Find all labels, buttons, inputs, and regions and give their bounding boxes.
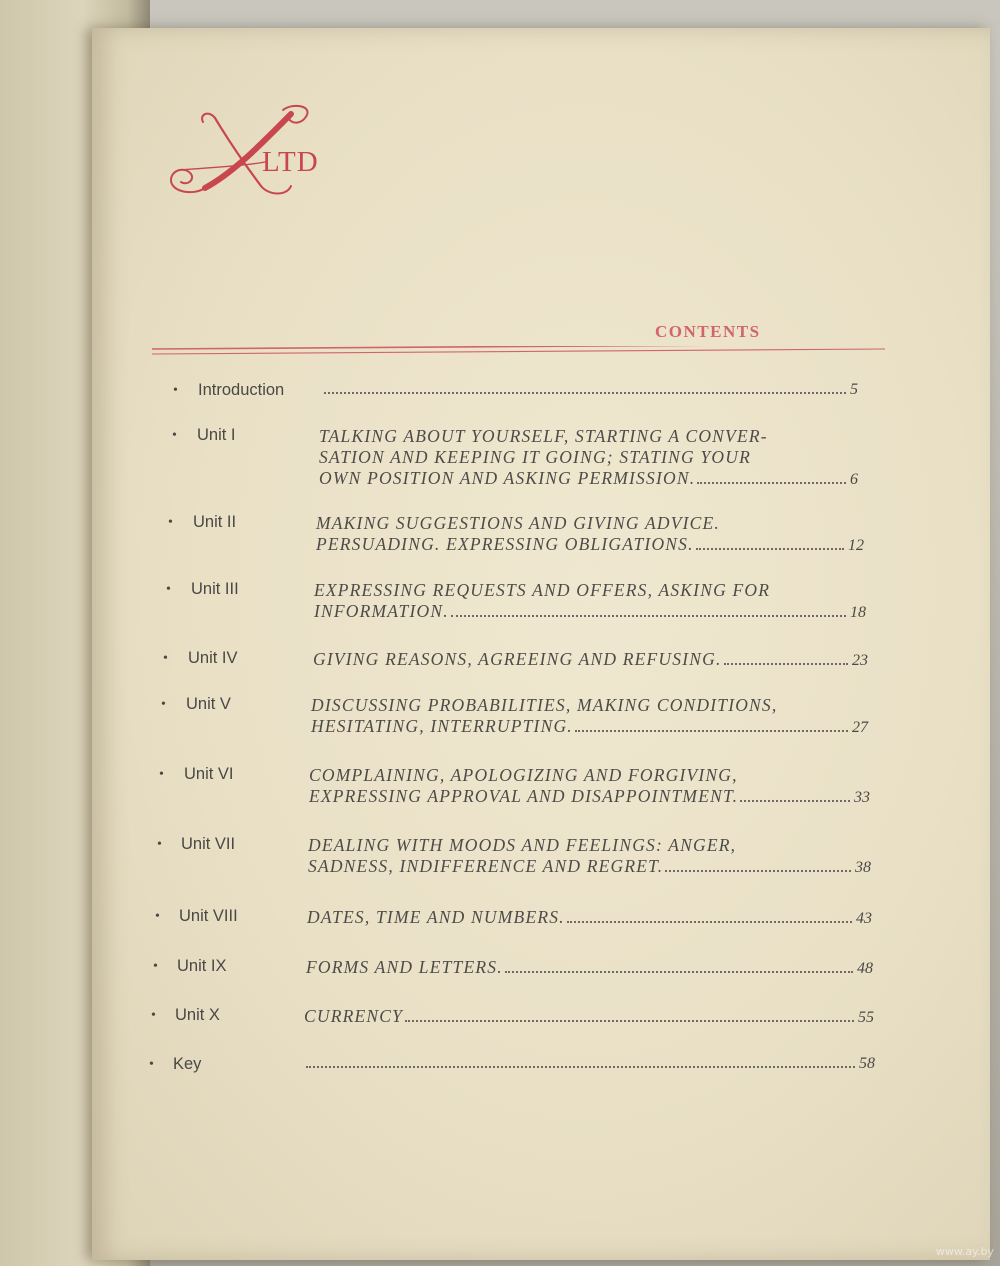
toc-entry-label: Introduction	[198, 381, 285, 399]
bullet-icon: •	[159, 767, 164, 782]
dot-leader	[665, 869, 851, 872]
dot-leader	[505, 970, 853, 973]
toc-entry-title-line: CURRENCY	[304, 1006, 404, 1026]
bullet-icon: •	[153, 959, 158, 974]
toc-entry-row[interactable]	[314, 601, 866, 625]
toc-entry-title-line: PERSUADING. EXPRESSING OBLIGATIONS.	[316, 534, 694, 554]
toc-entry-row[interactable]	[307, 907, 872, 931]
watermark: www.ay.by	[935, 1245, 994, 1258]
dot-leader	[451, 614, 846, 617]
toc-entry-title-line: HESITATING, INTERRUPTING.	[311, 716, 573, 736]
toc-entry-label: Unit IX	[177, 957, 227, 975]
toc-entry-label: Unit VII	[181, 835, 236, 853]
toc-entry-label: Unit III	[191, 580, 239, 598]
toc-entry-title-line: EXPRESSING REQUESTS AND OFFERS, ASKING FOR	[314, 580, 771, 600]
bullet-icon: •	[151, 1008, 156, 1023]
bullet-icon: •	[172, 428, 177, 443]
toc-entry-label: Unit VI	[184, 765, 234, 783]
logo-text: LTD	[262, 146, 319, 178]
toc-entry-title-line: SATION AND KEEPING IT GOING; STATING YOUR	[319, 447, 751, 467]
bullet-icon: •	[168, 515, 173, 530]
dot-leader	[697, 481, 846, 484]
toc-entry-label: Unit VIII	[179, 907, 238, 925]
dot-leader	[405, 1019, 854, 1022]
toc-entry-row[interactable]	[316, 534, 864, 558]
toc-entry-row[interactable]	[308, 856, 871, 880]
bullet-icon: •	[155, 909, 160, 924]
toc-entry-title-line: GIVING REASONS, AGREEING AND REFUSING.	[313, 649, 722, 669]
toc-entry-label: Unit II	[193, 513, 237, 531]
toc-entry-title-line: OWN POSITION AND ASKING PERMISSION.	[319, 468, 696, 488]
dot-leader	[567, 920, 852, 923]
toc-page-number: 58	[859, 1055, 875, 1072]
bullet-icon: •	[157, 837, 162, 852]
bullet-icon: •	[173, 383, 178, 398]
toc-entry-label: Unit IV	[188, 649, 238, 667]
toc-entry-title-line: COMPLAINING, APOLOGIZING AND FORGIVING,	[309, 765, 738, 785]
dot-leader	[696, 547, 844, 550]
toc-entry-title-line: INFORMATION.	[314, 601, 449, 621]
toc-page-number: 38	[855, 859, 871, 876]
dot-leader	[724, 662, 848, 665]
toc-page-number: 27	[852, 719, 868, 736]
toc-entry-row[interactable]	[311, 716, 868, 740]
toc-entry-row[interactable]	[304, 1055, 875, 1079]
toc-page-number: 12	[848, 537, 864, 554]
toc-entry-row[interactable]	[306, 957, 873, 981]
bullet-icon: •	[163, 651, 168, 666]
toc-entry-row[interactable]	[322, 381, 858, 405]
toc-page-number: 6	[850, 471, 858, 488]
toc-entry-label: Unit X	[175, 1006, 220, 1024]
toc-page-number: 55	[858, 1009, 874, 1026]
toc-entry-label: Key	[173, 1055, 202, 1073]
toc-entry-title-line: DATES, TIME AND NUMBERS.	[307, 907, 565, 927]
bullet-icon: •	[161, 697, 166, 712]
toc-entry-row[interactable]	[319, 468, 858, 492]
toc-page-number: 33	[854, 789, 870, 806]
dot-leader	[575, 729, 848, 732]
bullet-icon: •	[166, 582, 171, 597]
toc-entry-title-line: EXPRESSING APPROVAL AND DISAPPOINTMENT.	[309, 786, 739, 806]
toc-entry-row[interactable]	[313, 649, 868, 673]
toc-entry-row[interactable]	[309, 786, 870, 810]
contents-heading: CONTENTS	[655, 322, 761, 341]
toc-entry-label: Unit I	[197, 426, 236, 444]
bullet-icon: •	[149, 1057, 154, 1072]
toc-entry-title-line: TALKING ABOUT YOURSELF, STARTING A CONVER-	[319, 426, 768, 446]
toc-page-number: 18	[850, 604, 866, 621]
toc-page-number: 5	[850, 381, 858, 398]
toc-entry-label: Unit V	[186, 695, 231, 713]
toc-page-number: 48	[857, 960, 873, 977]
toc-page-number: 43	[856, 910, 872, 927]
dot-leader	[740, 799, 850, 802]
toc-entry-title-line: SADNESS, INDIFFERENCE AND REGRET.	[308, 856, 664, 876]
toc-entry-title-line: MAKING SUGGESTIONS AND GIVING ADVICE.	[316, 513, 720, 533]
dot-leader	[306, 1065, 855, 1068]
toc-entry-row[interactable]	[304, 1006, 874, 1030]
toc-page-number: 23	[852, 652, 868, 669]
toc-entry-title-line: DISCUSSING PROBABILITIES, MAKING CONDITIONS,	[311, 695, 778, 715]
toc-entry-title-line: DEALING WITH MOODS AND FEELINGS: ANGER,	[308, 835, 737, 855]
dot-leader	[324, 391, 846, 394]
toc-entry-title-line: FORMS AND LETTERS.	[306, 957, 503, 977]
